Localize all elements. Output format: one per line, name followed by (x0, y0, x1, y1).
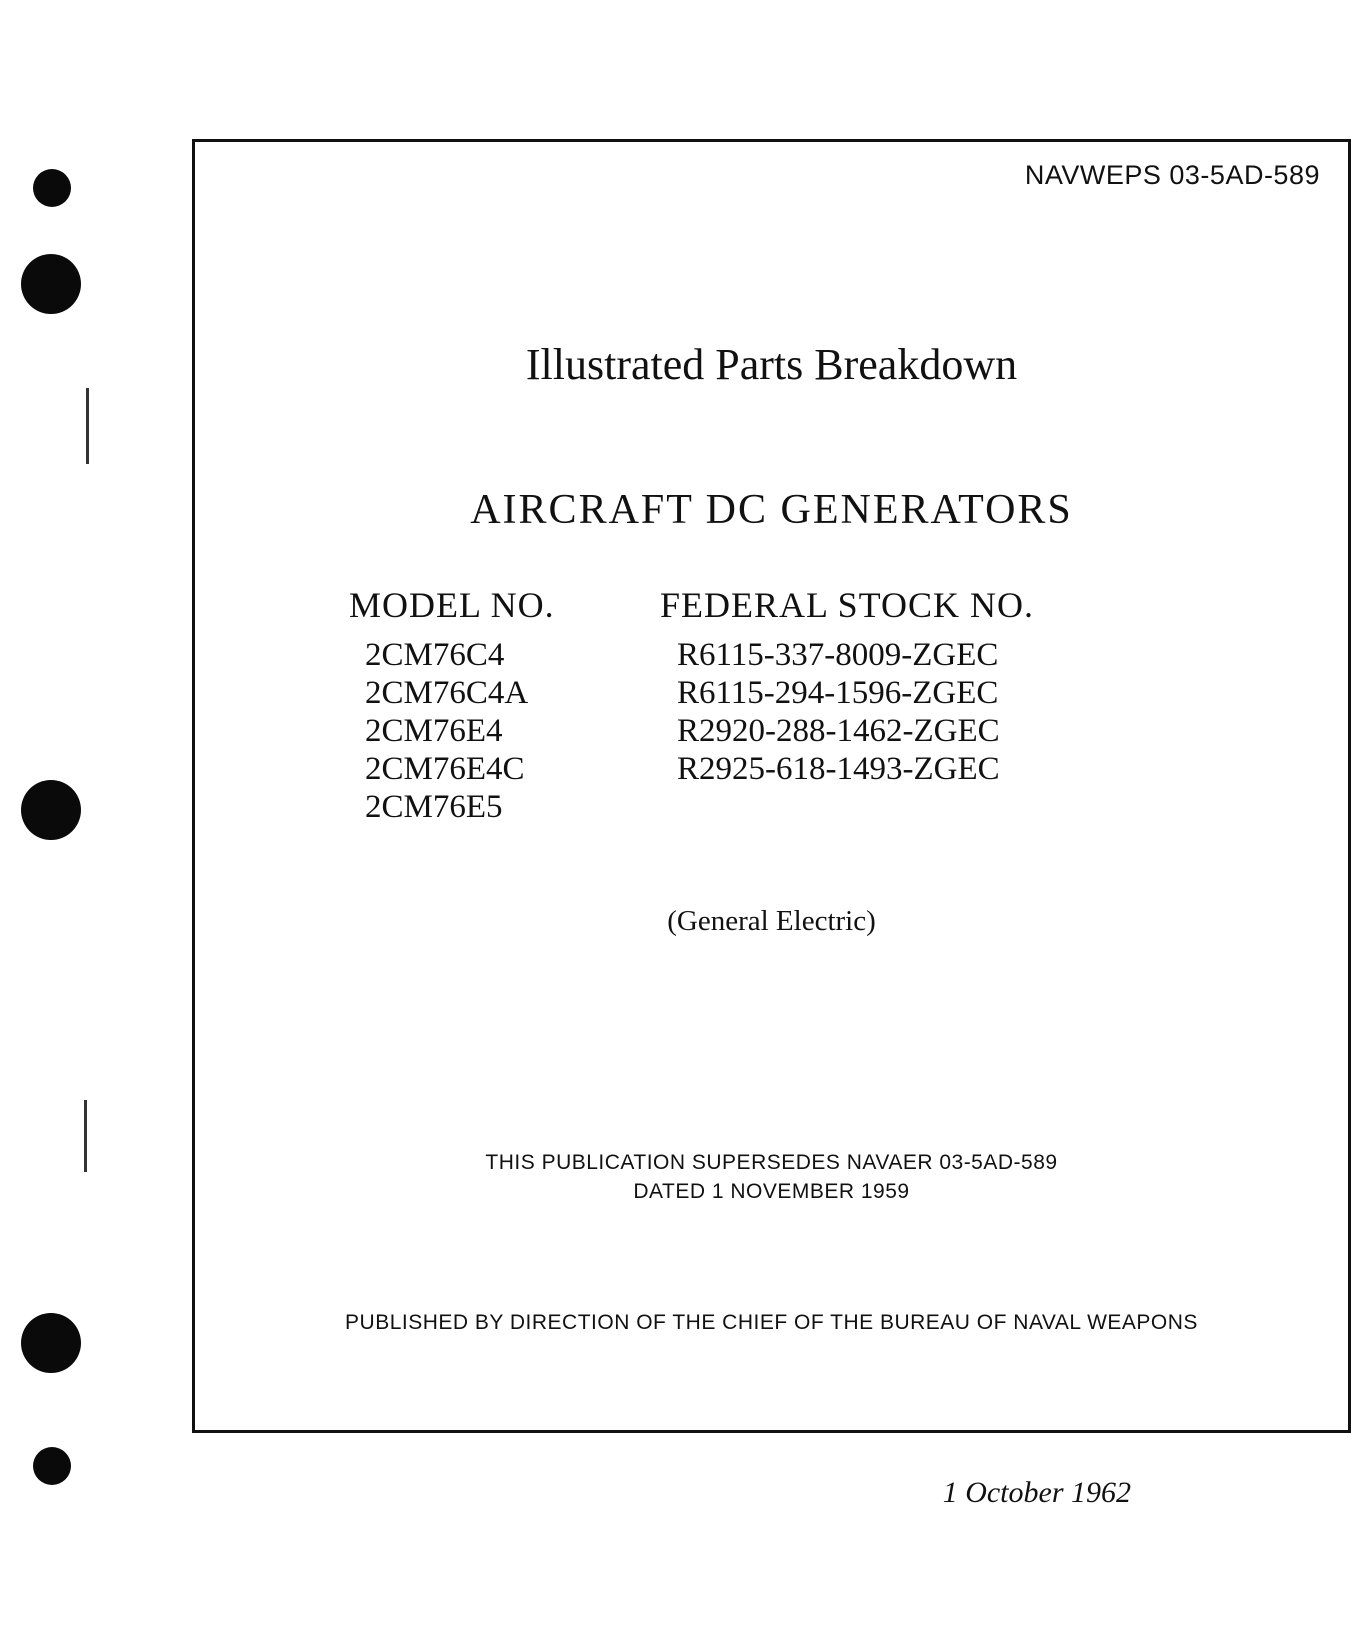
federal-stock-number: R2920-288-1462-ZGEC (677, 713, 1000, 749)
supersession-line: THIS PUBLICATION SUPERSEDES NAVAER 03-5AD-589 (485, 1151, 1058, 1174)
document-number: NAVWEPS 03-5AD-589 (1024, 160, 1320, 190)
supersession-notice (195, 1148, 1348, 1206)
model-number: 2CM76E5 (365, 789, 503, 825)
scan-mark (86, 388, 89, 464)
model-number: 2CM76E4 (365, 713, 503, 749)
punch-hole (21, 1313, 81, 1373)
punch-hole (33, 1447, 71, 1485)
federal-stock-number: R2925-618-1493-ZGEC (677, 751, 1000, 787)
publication-subject: AIRCRAFT DC GENERATORS (470, 487, 1073, 533)
scan-mark (84, 1100, 87, 1172)
cover-frame (192, 139, 1351, 1433)
punch-hole (33, 169, 71, 207)
model-number-heading: MODEL NO. (349, 585, 555, 625)
supersession-date: DATED 1 NOVEMBER 1959 (633, 1180, 910, 1203)
punch-hole (21, 254, 81, 314)
federal-stock-number: R6115-294-1596-ZGEC (677, 675, 999, 711)
model-number: 2CM76C4 (365, 637, 505, 673)
federal-stock-number-heading: FEDERAL STOCK NO. (660, 585, 1035, 625)
federal-stock-number: R6115-337-8009-ZGEC (677, 637, 999, 673)
manufacturer-name: (General Electric) (667, 905, 876, 937)
punch-hole (21, 780, 81, 840)
model-number-list (365, 636, 528, 826)
publication-date: 1 October 1962 (942, 1476, 1131, 1509)
model-number: 2CM76C4A (365, 675, 529, 711)
federal-stock-number-list (677, 636, 1000, 788)
model-number: 2CM76E4C (365, 751, 525, 787)
publication-title: Illustrated Parts Breakdown (525, 340, 1018, 389)
publisher-statement: PUBLISHED BY DIRECTION OF THE CHIEF OF THE BUREAU OF NAVAL WEAPONS (345, 1311, 1198, 1334)
